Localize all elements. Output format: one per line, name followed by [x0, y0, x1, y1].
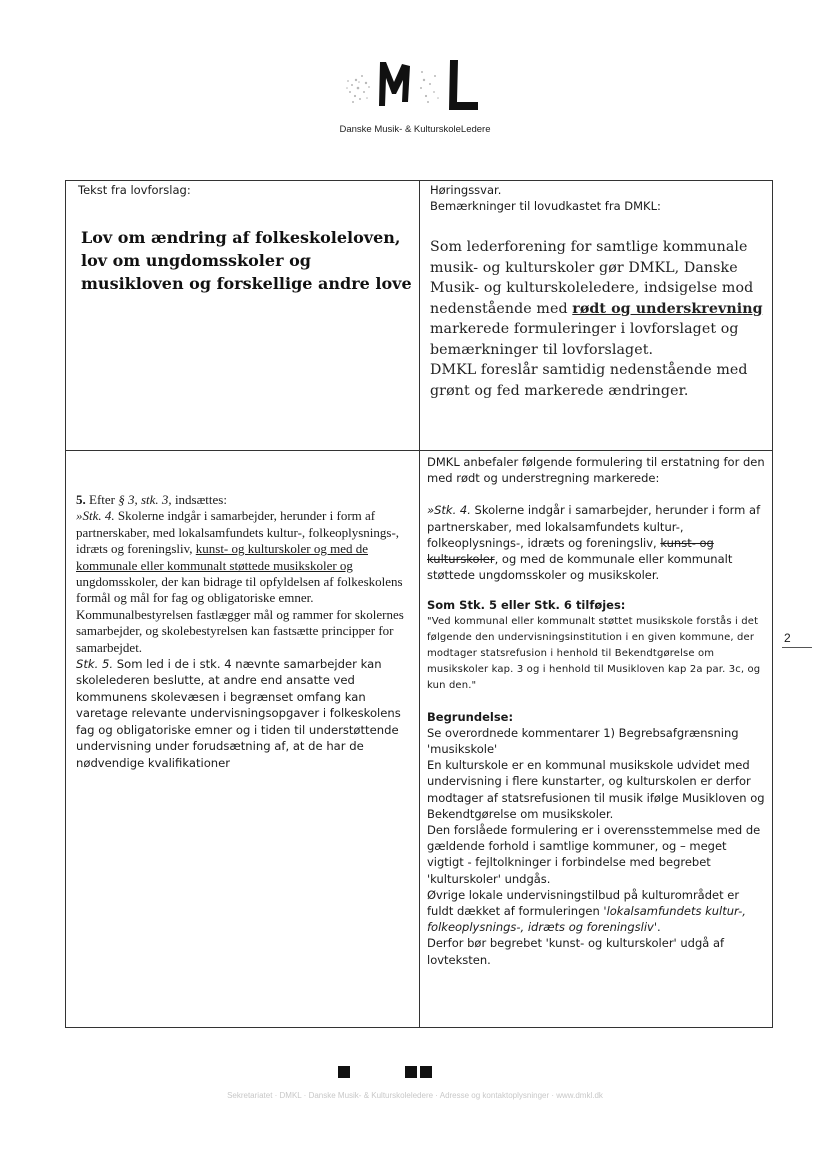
law-stk4-label: »Stk. 4.	[76, 508, 115, 524]
dmkl-logo	[330, 58, 500, 140]
logo-subtitle: Danske Musik- & KulturskoleLedere	[339, 124, 491, 135]
response-label: Høringssvar.	[430, 183, 502, 197]
recommendation: DMKL anbefaler følgende formulering til erstatning for den med rødt og understregning markerede:	[427, 455, 765, 486]
objection-statement	[420, 214, 772, 401]
reason-heading: Begrundelse:	[427, 709, 514, 724]
amendment-ref: § 3, stk. 3,	[118, 492, 172, 507]
law-text-header-cell	[66, 181, 420, 451]
law-text-label: Tekst fra lovforslag:	[78, 183, 191, 197]
stk56-heading: Som Stk. 5 eller Stk. 6 tilføjes:	[427, 598, 626, 613]
amendment-intro-end: indsættes:	[171, 492, 227, 507]
response-cell	[420, 451, 773, 1028]
law-title: Lov om ændring af folkeskoleloven, lov om ungdomsskoler og musikloven og forskellige andre love	[81, 228, 412, 293]
objection-text-1: Som lederforening for samtlige kommunale musik- og kulturskoler gør DMKL, Danske Musik- og kulturskoleledere, indsigelse mod nedenstående med	[430, 239, 754, 317]
reason-2: En kulturskole er en kommunal musikskole udvidet med undervisning i flere kunstarter, og kulturskolen er derfor modtager af statsrefusionen til musik ifølge Musikloven og Bekendtgørelse om musikskoler.	[427, 758, 765, 821]
proposed-stk4	[427, 502, 766, 583]
proposed-stk4-strike: kunst- og kulturskoler	[427, 535, 714, 567]
footer-text: Sekretariatet · DMKL · Danske Musik- & Kulturskoleledere · Adresse og kontaktoplysninger · www.dmkl.dk	[227, 1091, 603, 1100]
law-text-body	[66, 451, 419, 771]
amendment-number: 5.	[76, 492, 86, 507]
response-body	[420, 451, 772, 968]
law-stk4-underlined: kunst- og kulturskoler og med de kommunale eller kommunalt støttede musikskoler og	[76, 541, 368, 573]
proposed-stk4-label: »Stk. 4.	[427, 503, 471, 518]
dmkl-logo-mark	[342, 58, 482, 112]
amendment-intro-text: Efter	[85, 492, 119, 507]
objection-text-3: DMKL foreslår samtidig nedenstående med grønt og fed markerede ændringer.	[430, 362, 748, 399]
objection-underlined: rødt og underskrevning	[572, 300, 763, 317]
law-stk5-label: Stk. 5.	[76, 657, 114, 672]
page-number-rule	[782, 647, 812, 648]
definition-quote: "Ved kommunal eller kommunalt støttet musikskole forstås i det følgende den undervisningsinstitution i en given kommune, der modtager statsrefusion i henhold til Bekendtgørelse om musikskoler kap. 3 og i henhold til Musikloven kap 2a par. 3c, og kun den."	[427, 615, 761, 692]
law-stk5-text: Som led i de i stk. 4 nævnte samarbejder kan skolelederen beslutte, at andre end ansatte ved kommunens skolevæsen i begrænset omfang kan varetage relevante undervisningsopgaver i folkeskolens fag og obligatoriske emner og i tiden til understøttende undervisning under forudsætning af, at de har de nødvendige kvalifikationer	[76, 657, 401, 770]
proposed-stk4-text-b: , og med de kommunale eller kommunalt støttede ungdomsskoler og musikskoler.	[427, 552, 733, 583]
footer-square-2	[405, 1066, 417, 1078]
law-stk4-text-b: ungdomsskoler, der kan bidrage til opfyldelsen af folkeskolens formål og mål for fag og obligatoriske emner.	[76, 574, 403, 606]
reason-1: Se overordnede kommentarer 1) Begrebsafgrænsning 'musikskole'	[427, 725, 739, 757]
law-stk4	[76, 508, 415, 606]
proposed-stk4-text-a: Skolerne indgår i samarbejder, herunder i form af partnerskaber, med lokalsamfundets kultur-, folkeoplysnings-, idræts og foreningsliv,	[427, 503, 761, 550]
footer-square-1	[338, 1066, 350, 1078]
footer-squares	[0, 1066, 826, 1080]
objection-text-2: markerede formuleringer i lovforslaget og bemærkninger til lovforslaget.	[430, 321, 739, 358]
reason-4-quote: 'lokalsamfundets kultur-, folkeoplysnings-, idræts og foreningsliv'	[427, 904, 746, 935]
reason-3: Den forslåede formulering er i overensstemmelse med de gældende forhold i samtlige kommuner, og – meget vigtigt - fejltolkninger i forbindelse med begrebet 'kulturskoler' undgås.	[427, 823, 761, 886]
reason-5: Derfor bør begrebet 'kunst- og kulturskoler' udgå af lovteksten.	[427, 936, 725, 967]
reason-4	[427, 887, 766, 936]
footer-square-3	[420, 1066, 432, 1078]
law-text-cell	[66, 451, 420, 1028]
reason-4-text: Øvrige lokale undervisningstilbud på kulturområdet er fuldt dækket af formuleringen	[427, 887, 740, 919]
page-number: 2	[784, 631, 791, 645]
law-stk4-text-a: Skolerne indgår i samarbejder, herunder i form af partnerskaber, med lokalsamfundets kultur-, folkeoplysnings-, idræts og foreningsliv,	[76, 508, 400, 557]
amendment-intro	[76, 492, 415, 508]
law-paragraph-2: Kommunalbestyrelsen fastlægger mål og rammer for skolernes samarbejder, og skolebestyrelsen kan fastsætte principper for samarbejdet.	[76, 606, 404, 655]
reason-4-end: .	[657, 920, 661, 935]
response-sublabel: Bemærkninger til lovudkastet fra DMKL:	[430, 199, 661, 213]
response-header-cell	[420, 181, 773, 451]
law-stk5	[76, 656, 415, 771]
hearing-response-table	[65, 180, 773, 1028]
